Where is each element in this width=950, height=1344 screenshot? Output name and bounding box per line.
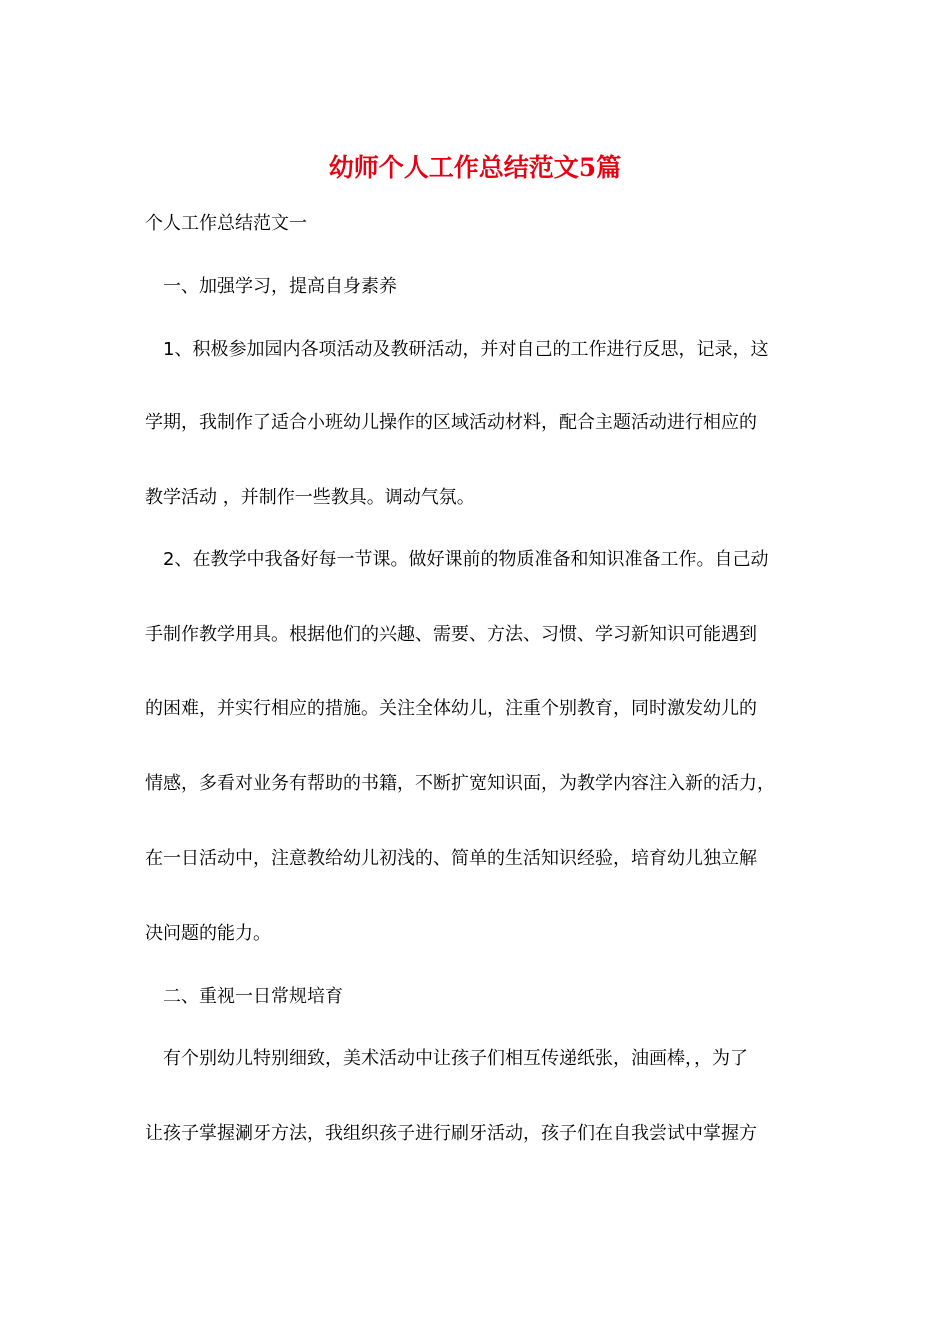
section-heading: 个人工作总结范文一 xyxy=(145,213,307,234)
paragraph-line: 手制作教学用具。根据他们的兴趣、需要、方法、习惯、学习新知识可能遇到 xyxy=(145,624,757,645)
paragraph-line: 在一日活动中，注意教给幼儿初浅的、简单的生活知识经验，培育幼儿独立解 xyxy=(145,848,757,869)
paragraph-line: 1、积极参加园内各项活动及教研活动，并对自己的工作进行反思，记录，这 xyxy=(163,339,769,360)
paragraph-line: 2、在教学中我备好每一节课。做好课前的物质准备和知识准备工作。自己动 xyxy=(163,549,769,570)
paragraph-line: 有个别幼儿特别细致，美术活动中让孩子们相互传递纸张，油画棒，，为了 xyxy=(163,1048,748,1069)
document-title: 幼师个人工作总结范文5篇 xyxy=(328,153,622,182)
paragraph-line: 情感，多看对业务有帮助的书籍，不断扩宽知识面，为教学内容注入新的活力， xyxy=(145,773,775,794)
paragraph-line: 决问题的能力。 xyxy=(145,923,271,944)
paragraph-line: 的困难，并实行相应的措施。关注全体幼儿，注重个别教育，同时激发幼儿的 xyxy=(145,698,757,719)
subsection-heading: 一、加强学习，提高自身素养 xyxy=(163,276,397,297)
subsection-heading: 二、重视一日常规培育 xyxy=(163,986,343,1007)
paragraph-line: 学期，我制作了适合小班幼儿操作的区域活动材料，配合主题活动进行相应的 xyxy=(145,412,757,433)
paragraph-line: 让孩子掌握涮牙方法，我组织孩子进行刷牙活动，孩子们在自我尝试中掌握方 xyxy=(145,1123,757,1144)
paragraph-line: 教学活动 ，并制作一些教具。调动气氛。 xyxy=(145,487,475,508)
